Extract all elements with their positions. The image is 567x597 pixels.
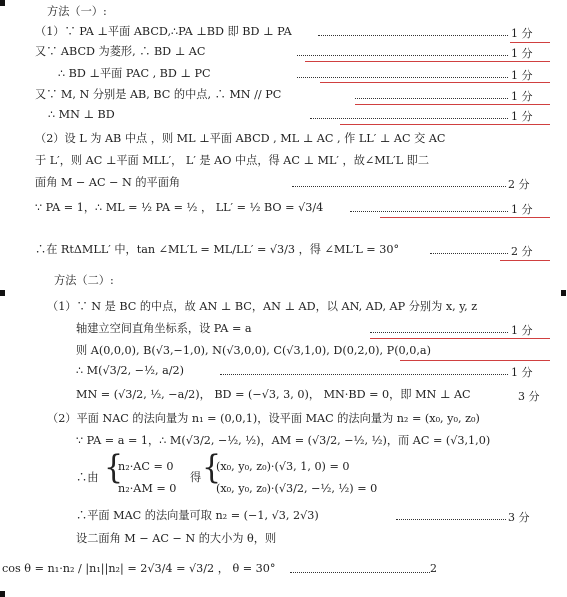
dotted-leader	[310, 118, 508, 119]
dotted-leader	[430, 253, 508, 254]
dotted-leader	[370, 332, 508, 333]
equation: (x₀, y₀, z₀)·(√3/2, −½, ½) = 0	[216, 482, 378, 495]
system-connector: 得	[190, 471, 202, 484]
text-line: ∵ PA = a = 1，∴ M(√3/2, −½, ½)，AM = (√3/2, −½, ½)，而 AC = (√3,1,0)	[76, 434, 491, 447]
text-line: （1）∵ N 是 BC 的中点，故 AN ⊥ BC，AN ⊥ AD，以 AN, AD, AP 分别为 x, y, z	[47, 300, 478, 313]
underline-mark	[400, 358, 550, 361]
left-brace: {	[202, 448, 222, 487]
underline-mark	[320, 80, 550, 83]
dotted-leader	[297, 77, 508, 78]
dotted-leader	[355, 98, 508, 99]
score-mark: 3 分	[508, 511, 530, 524]
page-marker	[561, 290, 566, 296]
text-line: 于 L′，则 AC ⊥平面 MLL′， L′ 是 AO 中点，得 AC ⊥ ML′ ，故∠ML′L 即二	[35, 154, 430, 167]
left-brace: {	[104, 448, 124, 487]
score-mark: 1 分	[511, 27, 533, 40]
text-line: ∴ M(√3/2, −½, a/2)	[76, 364, 184, 377]
equation: (x₀, y₀, z₀)·(√3, 1, 0) = 0	[216, 460, 350, 473]
score-mark: 1 分	[511, 110, 533, 123]
text-line: 面角 M − AC − N 的平面角	[35, 176, 181, 189]
equation: n₂·AC = 0	[118, 460, 174, 473]
dotted-leader	[297, 55, 508, 56]
dotted-leader	[318, 35, 508, 36]
page-marker	[0, 0, 5, 6]
score-mark: 1 分	[511, 69, 533, 82]
score-mark: 1 分	[511, 324, 533, 337]
text-line: MN = (√3/2, ½, −a/2)， BD = (−√3, 3, 0)， MN·BD = 0，即 MN ⊥ AC	[76, 388, 471, 401]
dotted-leader	[220, 374, 508, 375]
score-mark: 3 分	[518, 390, 540, 403]
dotted-leader	[350, 211, 508, 212]
method-one-heading: 方法（一）:	[47, 5, 107, 18]
underline-mark	[355, 102, 550, 105]
dotted-leader	[292, 186, 506, 187]
underline-mark	[340, 122, 550, 125]
text-line: cos θ = n₁·n₂ / |n₁||n₂| = 2√3/4 = √3/2 ， θ = 30°	[2, 562, 276, 575]
underline-mark	[370, 336, 550, 339]
underline-mark	[510, 40, 550, 43]
underline-mark	[500, 258, 550, 261]
score-mark: 2 分	[508, 178, 530, 191]
score-mark: 1 分	[511, 47, 533, 60]
text-line: 则 A(0,0,0), B(√3,−1,0), N(√3,0,0), C(√3,1,0), D(0,2,0), P(0,0,a)	[76, 344, 431, 357]
page-marker	[0, 290, 5, 296]
text-line: 又∵ ABCD 为菱形, ∴ BD ⊥ AC	[35, 45, 206, 58]
dotted-leader	[396, 519, 506, 520]
score-mark: 2	[430, 562, 437, 575]
underline-mark	[305, 59, 550, 62]
text-line: （2）设 L 为 AB 中点 ，则 ML ⊥平面 ABCD , ML ⊥ AC , 作 LL′ ⊥ AC 交 AC	[35, 132, 446, 145]
underline-mark	[380, 215, 550, 218]
dotted-leader	[290, 572, 430, 573]
text-line: 轴建立空间直角坐标系，设 PA = a	[76, 322, 252, 335]
text-line: ∴ BD ⊥平面 PAC , BD ⊥ PC	[58, 67, 211, 80]
text-line: （2）平面 NAC 的法向量为 n₁ = (0,0,1)，设平面 MAC 的法向量为 n₂ = (x₀, y₀, z₀)	[47, 412, 480, 425]
system-label: ∴由	[76, 471, 99, 484]
page-marker	[0, 591, 5, 597]
score-mark: 1 分	[511, 203, 533, 216]
score-mark: 1 分	[511, 90, 533, 103]
equation: n₂·AM = 0	[118, 482, 177, 495]
text-line: 又∵ M, N 分别是 AB, BC 的中点, ∴ MN // PC	[35, 88, 282, 101]
text-line: （1）∵ PA ⊥平面 ABCD,∴PA ⊥BD 即 BD ⊥ PA	[35, 25, 292, 38]
text-line: ∴在 RtΔMLL′ 中，tan ∠ML′L = ML/LL′ = √3/3 ，得 ∠ML′L = 30°	[35, 243, 400, 256]
text-line: 设二面角 M − AC − N 的大小为 θ，则	[76, 532, 277, 545]
score-mark: 2 分	[511, 245, 533, 258]
text-line: ∵ PA = 1，∴ ML = ½ PA = ½ ， LL′ = ½ BO = √3/4	[35, 201, 324, 214]
method-two-heading: 方法（二）:	[54, 274, 114, 287]
text-line: ∴ MN ⊥ BD	[48, 108, 115, 121]
score-mark: 1 分	[511, 366, 533, 379]
text-line: ∴平面 MAC 的法向量可取 n₂ = (−1, √3, 2√3)	[76, 509, 319, 522]
